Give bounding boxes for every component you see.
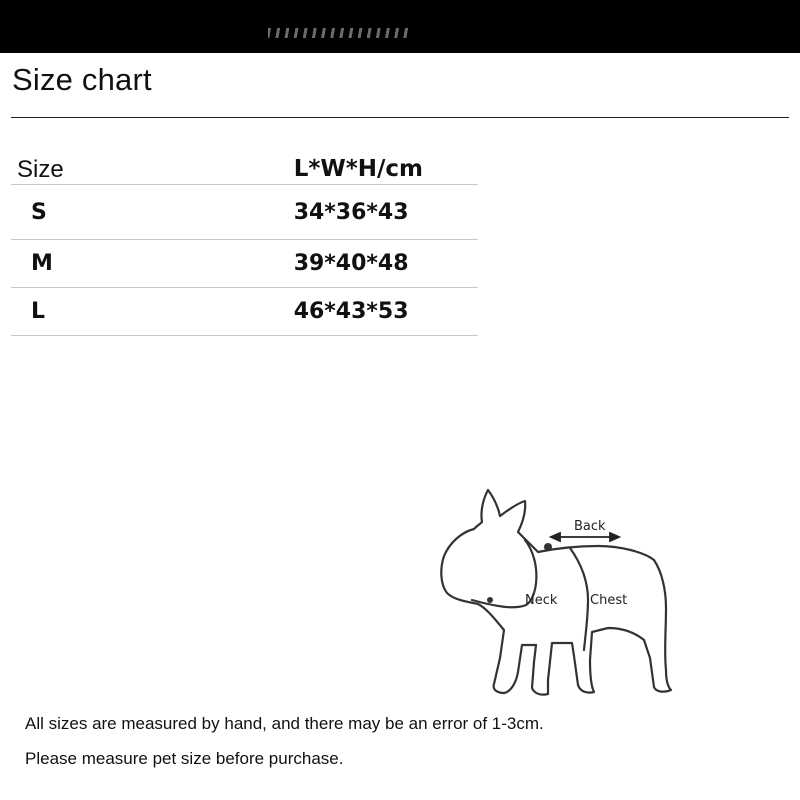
table-row xyxy=(11,185,478,240)
decorative-stripes xyxy=(268,28,408,38)
header-size: Size xyxy=(11,150,64,185)
back-label: Back xyxy=(574,519,606,534)
page-title: Size chart xyxy=(12,62,152,97)
size-table xyxy=(11,150,478,336)
collar-ring xyxy=(544,543,552,551)
size-cell: S xyxy=(11,185,64,240)
header-dimensions: L*W*H/cm xyxy=(64,150,478,185)
chest-label: Chest xyxy=(590,593,628,608)
back-arrow xyxy=(551,533,619,541)
title-divider xyxy=(11,117,789,118)
dimensions-cell: 34*36*43 xyxy=(64,185,478,240)
dimensions-cell: 39*40*48 xyxy=(64,240,478,288)
size-cell: M xyxy=(11,240,64,288)
table-row xyxy=(11,240,478,288)
table-row xyxy=(11,288,478,336)
dog-measurement-diagram xyxy=(430,480,690,705)
dimensions-cell: 46*43*53 xyxy=(64,288,478,336)
chest-strap xyxy=(570,548,588,650)
table-header-row xyxy=(11,150,478,185)
top-banner xyxy=(0,0,800,53)
size-cell: L xyxy=(11,288,64,336)
note-measurement-error: All sizes are measured by hand, and there may be an error of 1-3cm. xyxy=(25,714,544,733)
collar-buckle xyxy=(487,597,493,603)
note-measure-before-purchase: Please measure pet size before purchase. xyxy=(25,749,344,768)
neck-label: Neck xyxy=(525,593,558,608)
